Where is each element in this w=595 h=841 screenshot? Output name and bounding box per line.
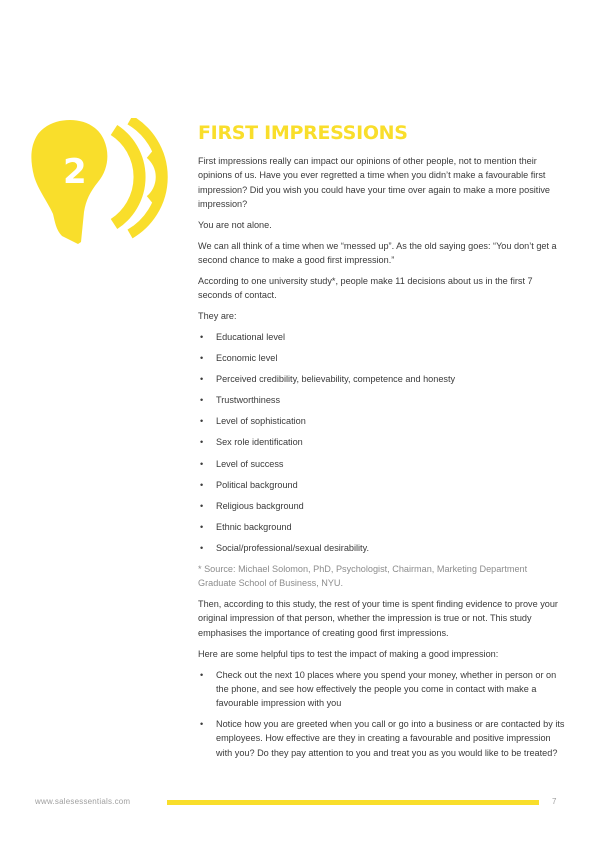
sound-wave-3 — [150, 154, 161, 200]
body-content — [198, 154, 566, 767]
list-item: • Perceived credibility, believability, competence and honesty — [198, 372, 566, 386]
messed-up-paragraph: We can all think of a time when we “messed up”. As the old saying goes: “You don’t get a second chance to make a good first impression.” — [198, 240, 557, 265]
tips-intro: Here are some helpful tips to test the impact of making a good impression: — [198, 648, 499, 659]
footer-url-link[interactable]: www.salesessentials.com — [35, 797, 131, 806]
list-item: • Ethnic background — [198, 520, 566, 534]
footer-divider-bar — [167, 800, 539, 805]
then-paragraph: Then, according to this study, the rest of your time is spent finding evidence to prove your original impression of that person, whether the impression is true or not. This study emphasises the importance of creating good first impressions. — [198, 599, 558, 638]
list-item: • Educational level — [198, 330, 566, 344]
tips-list — [198, 668, 566, 760]
decision-list — [198, 330, 566, 555]
list-item: • Religious background — [198, 499, 566, 513]
page-title: FIRST IMPRESSIONS — [198, 122, 408, 144]
list-item: • Check out the next 10 places where you spend your money, whether in person or on the phone, and see how effectively the people you come in contact with make a favourable impression with you — [198, 668, 566, 711]
list-item: • Level of success — [198, 457, 566, 471]
list-item: • Level of sophistication — [198, 414, 566, 428]
source-note: * Source: Michael Solomon, PhD, Psychologist, Chairman, Marketing Department Graduate School of Business, NYU. — [198, 563, 528, 589]
list-item: • Sex role identification — [198, 435, 566, 449]
list-item: • Economic level — [198, 351, 566, 365]
sound-wave-1 — [114, 130, 140, 224]
they-are-label: They are: — [198, 311, 237, 322]
study-paragraph: According to one university study*, people make 11 decisions about us in the first 7 seconds of contact. — [198, 275, 533, 301]
ear-with-sound-waves-icon — [26, 118, 171, 248]
list-item: • Notice how you are greeted when you call or go into a business or are contacted by its employees. How effective are they in creating a favourable and positive impression with you? Do they pay attention to you and treat you as you would like to be treated? — [198, 717, 566, 760]
page-number: 7 — [552, 797, 557, 806]
not-alone-paragraph: You are not alone. — [198, 219, 272, 230]
list-item: • Social/professional/sexual desirability. — [198, 541, 566, 555]
section-number: 2 — [63, 152, 87, 192]
intro-paragraph: First impressions really can impact our opinions of other people, not to mention their opinions of us. Have you ever regretted a time when you didn’t make a favourable first impression? Did you wish you could have your time over again to make a more positive impression? — [198, 156, 550, 209]
list-item: • Trustworthiness — [198, 393, 566, 407]
list-item: • Political background — [198, 478, 566, 492]
